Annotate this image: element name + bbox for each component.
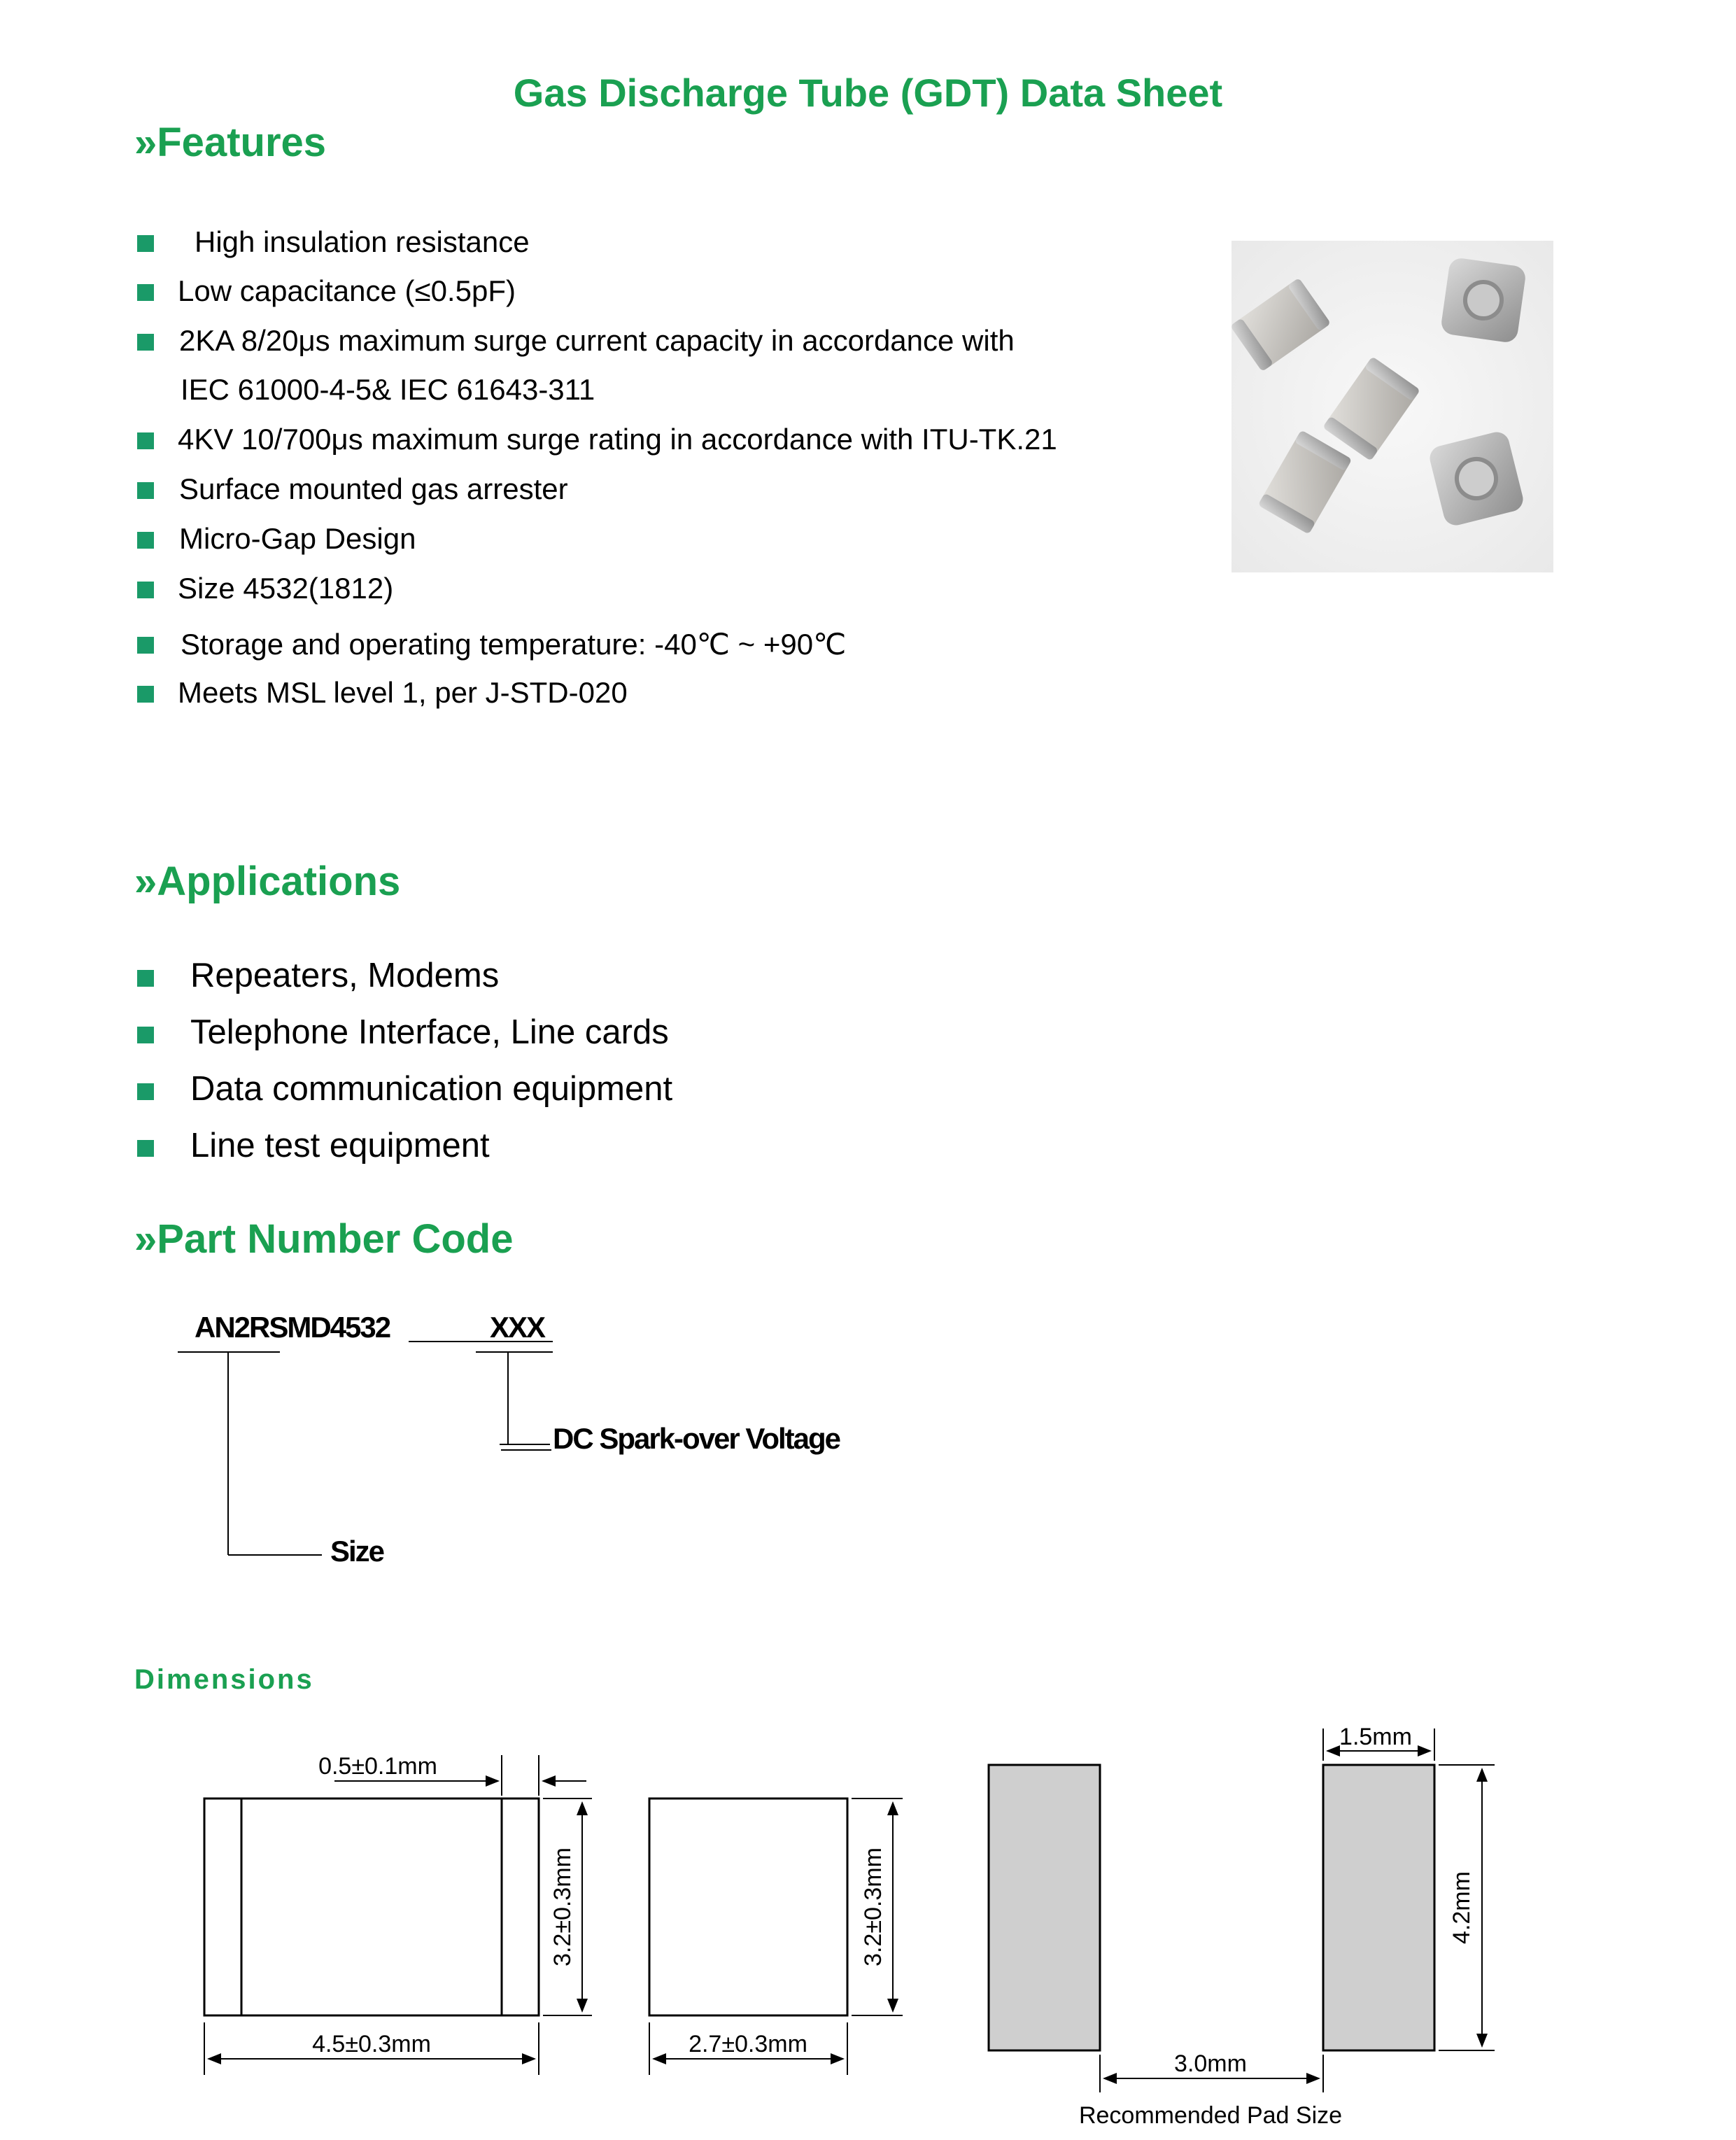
height-dimension-side: 3.2±0.3mm bbox=[549, 1847, 576, 1966]
part-number-suffix: XXX bbox=[490, 1311, 545, 1344]
left-pad bbox=[989, 1765, 1100, 2050]
page-title: Gas Discharge Tube (GDT) Data Sheet bbox=[513, 71, 1223, 115]
applications-heading: »Applications bbox=[134, 859, 401, 904]
dimensions-heading: Dimensions bbox=[134, 1664, 314, 1695]
voltage-label: DC Spark-over Voltage bbox=[553, 1422, 840, 1455]
length-dimension: 4.5±0.3mm bbox=[312, 2031, 431, 2057]
pad-width-dimension: 1.5mm bbox=[1339, 1724, 1412, 1750]
end-view bbox=[649, 1798, 847, 2015]
right-pad bbox=[1323, 1765, 1434, 2050]
side-view bbox=[204, 1798, 539, 2015]
end-cap-dimension: 0.5±0.1mm bbox=[318, 1753, 437, 1780]
pad-gap-dimension: 3.0mm bbox=[1174, 2050, 1247, 2077]
part-number-heading: »Part Number Code bbox=[134, 1216, 514, 1262]
pad-caption: Recommended Pad Size bbox=[1078, 2102, 1343, 2129]
features-heading: »Features bbox=[134, 120, 327, 165]
pad-layout bbox=[989, 1765, 1434, 2050]
size-label: Size bbox=[330, 1535, 384, 1568]
height-dimension-end: 3.2±0.3mm bbox=[860, 1847, 887, 1966]
width-dimension: 2.7±0.3mm bbox=[689, 2031, 807, 2057]
part-number-code: AN2RSMD4532 bbox=[195, 1311, 390, 1344]
pad-length-dimension: 4.2mm bbox=[1448, 1871, 1475, 1944]
